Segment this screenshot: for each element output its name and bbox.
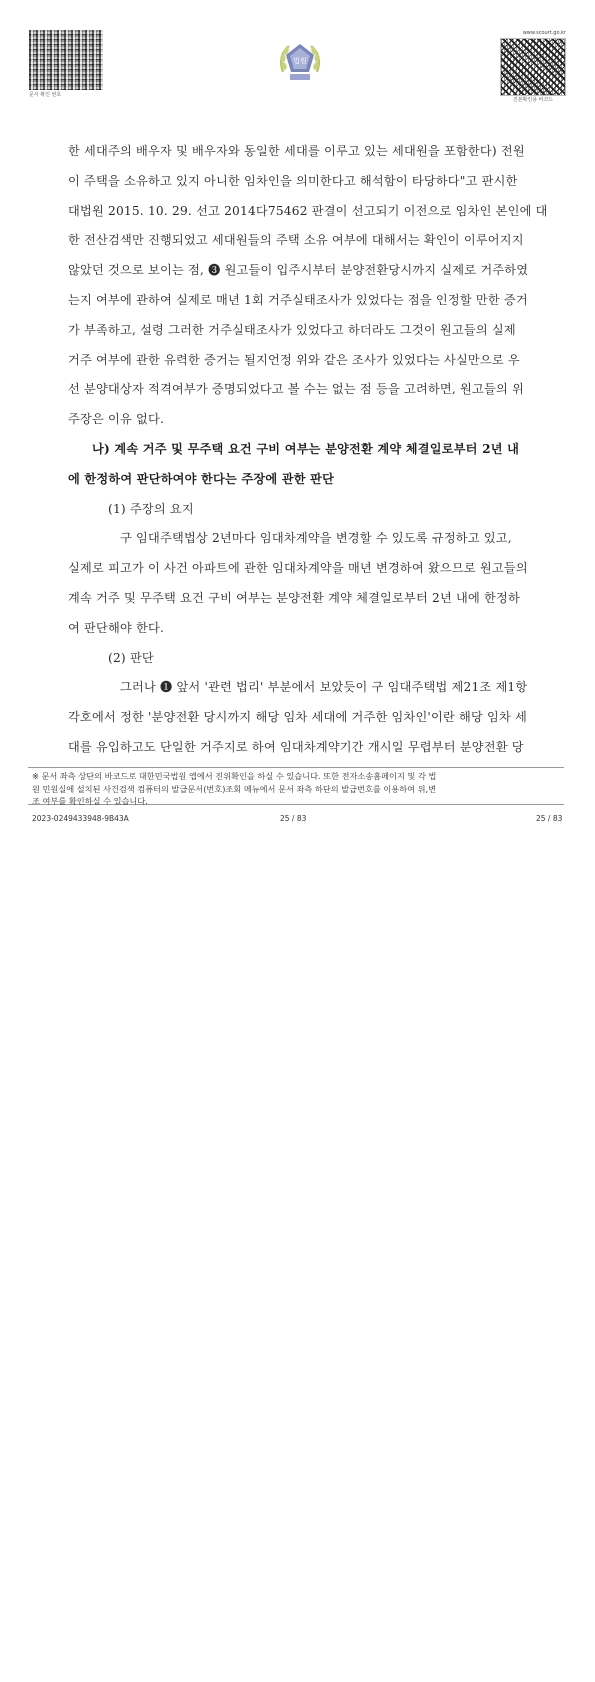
left-barcode-caption: 문서 확인 번호	[29, 92, 62, 98]
body-line: 각호에서 정한 '분양전환 당시까지 해당 임차 세대에 거주한 임차인'이란 해당 임차 세	[68, 710, 528, 725]
notice-line: 조 여부를 확인하실 수 있습니다.	[32, 796, 148, 806]
page-number-right: 25 / 83	[536, 814, 563, 823]
body-line: 이 주택을 소유하고 있지 아니한 임차인을 의미한다고 해석함이 타당하다"고 판시한	[68, 173, 518, 188]
body-line: 거주 여부에 관한 유력한 증거는 될지언정 위와 같은 조사가 있었다는 사실만으로 우	[68, 352, 520, 367]
body-line: 계속 거주 및 무주택 요건 구비 여부는 분양전환 계약 체결일로부터 2년 내에 한정하	[68, 591, 520, 605]
body-line: 여 판단해야 한다.	[68, 620, 165, 635]
body-line: 한 전산검색만 진행되었고 세대원들의 주택 소유 여부에 대해서는 확인이 이루어지지	[68, 233, 524, 248]
body-line: 는지 여부에 관하여 실제로 매년 1회 거주실태조사가 있었다는 점을 인정할 만한 증거	[68, 293, 528, 307]
section-heading: 나) 계속 거주 및 무주택 요건 구비 여부는 분양전환 계약 체결일로부터 2년 내	[92, 442, 520, 456]
verification-notice	[28, 767, 564, 805]
body-line: 선 분양대상자 적격여부가 증명되었다고 볼 수는 없는 점 등을 고려하면, 원고들의 위	[68, 382, 524, 397]
body-line: 않았던 것으로 보이는 점, ❸ 원고들이 입주시부터 분양전환당시까지 실제로 거주하였	[68, 263, 529, 278]
body-line: 가 부족하고, 설령 그러한 거주실태조사가 있었다고 하더라도 그것이 원고들의 실제	[68, 322, 516, 337]
emblem-label: 법원	[293, 57, 307, 65]
subsection-heading: (2) 판단	[108, 650, 154, 665]
court-emblem-icon	[275, 38, 325, 88]
subsection-heading: (1) 주장의 요지	[108, 501, 194, 516]
body-line: 대를 유입하고도 단일한 거주지로 하여 임대차계약기간 개시일 무렵부터 분양전환 당	[68, 740, 524, 754]
notice-line: ※ 문서 좌측 상단의 바코드로 대한민국법원 앱에서 진위확인을 하실 수 있습니다. 또한 전자소송홈페이지 및 각 법	[32, 771, 437, 781]
body-line: 실제로 피고가 이 사건 아파트에 관한 임대차계약을 매년 변경하여 왔으므로 원고들의	[68, 561, 528, 576]
notice-line: 원 민원실에 설치된 사건검색 컴퓨터의 발급문서(번호)조회 메뉴에서 문서 좌측 하단의 발급번호를 이용하여 위,변	[32, 783, 437, 794]
left-barcode	[29, 30, 103, 90]
body-line: 구 임대주택법상 2년마다 임대차계약을 변경할 수 있도록 규정하고 있고,	[120, 531, 512, 546]
body-line: 한 세대주의 배우자 및 배우자와 동일한 세대를 이루고 있는 세대원을 포함한다) 전원	[68, 144, 525, 158]
document-number: 2023-0249433948-9B43A	[32, 814, 129, 823]
page-number: 25 / 83	[280, 814, 307, 823]
body-line: 그러나 ❶ 앞서 '관련 법리' 부분에서 보았듯이 구 임대주택법 제21조 제1항	[120, 680, 528, 695]
court-url: www.scourt.go.kr	[522, 30, 566, 36]
right-qr-caption: 진본확인용 바코드	[512, 97, 554, 103]
section-heading: 에 한정하여 판단하여야 한다는 주장에 관한 판단	[68, 471, 335, 486]
body-line: 주장은 이유 없다.	[68, 412, 165, 427]
body-line: 대법원 2015. 10. 29. 선고 2014다75462 판결이 선고되기 이전으로 임차인 본인에 대	[68, 203, 548, 218]
right-qr-code	[500, 38, 566, 96]
